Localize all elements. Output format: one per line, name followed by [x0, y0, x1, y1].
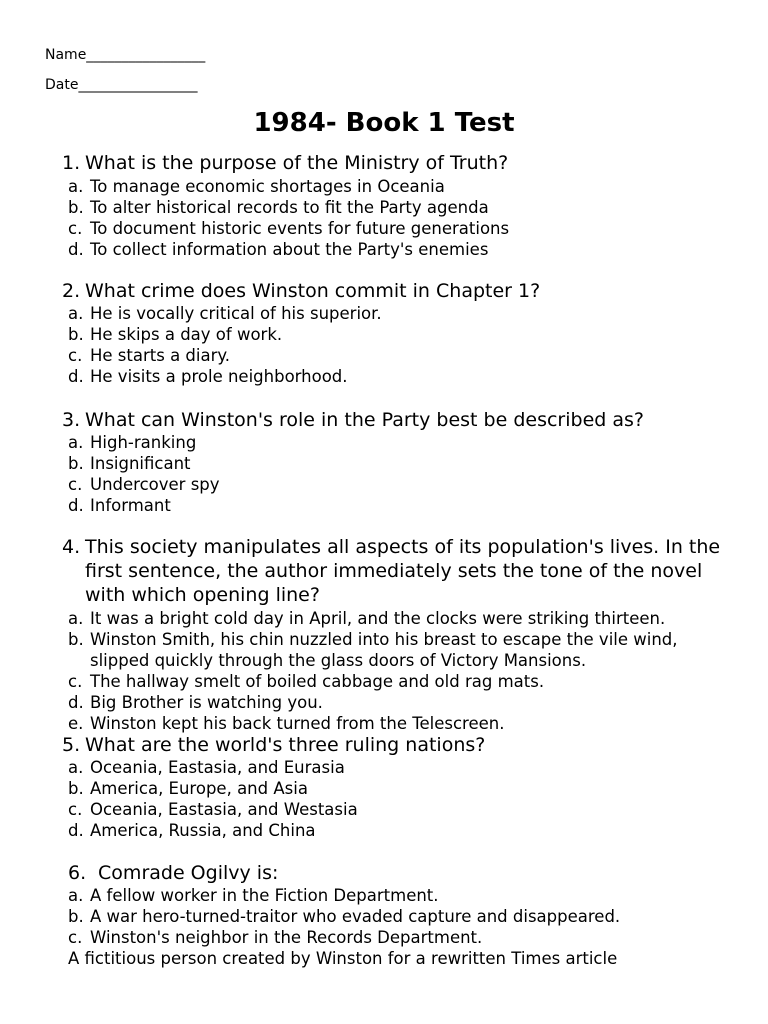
option-text: To manage economic shortages in Oceania — [90, 177, 445, 196]
option-text: Insignificant — [90, 454, 191, 473]
option-text: He is vocally critical of his superior. — [90, 304, 382, 323]
option-letter: b. — [68, 907, 84, 926]
question-text: What crime does Winston commit in Chapter 1? — [85, 280, 541, 302]
question-3 — [62, 408, 728, 432]
question-text: What can Winston's role in the Party best be described as? — [85, 409, 644, 431]
question-2 — [62, 279, 728, 303]
question-number: 1. — [62, 152, 81, 174]
answer-option[interactable] — [68, 366, 728, 387]
option-text: The hallway smelt of boiled cabbage and old rag mats. — [90, 672, 545, 691]
page-title: 1984- Book 1 Test — [253, 108, 515, 138]
option-text: High-ranking — [90, 433, 197, 452]
option-text: He skips a day of work. — [90, 325, 283, 344]
question-4 — [62, 535, 728, 607]
answer-option[interactable] — [68, 906, 728, 927]
answer-option[interactable] — [68, 799, 728, 820]
question-text: Comrade Ogilvy is: — [92, 862, 279, 884]
question-number: 5. — [62, 734, 81, 756]
option-letter: b. — [68, 454, 84, 473]
option-letter: b. — [68, 779, 84, 798]
answer-option[interactable] — [68, 303, 728, 324]
question-2-options — [68, 303, 728, 387]
answer-option[interactable] — [68, 757, 728, 778]
answer-option[interactable] — [68, 495, 728, 516]
option-text: A fellow worker in the Fiction Department. — [90, 886, 439, 905]
answer-option[interactable] — [68, 324, 728, 345]
question-number: 6. — [68, 862, 87, 884]
option-text: Undercover spy — [90, 475, 220, 494]
answer-option[interactable] — [68, 820, 728, 841]
option-letter: d. — [68, 240, 84, 259]
question-text: What is the purpose of the Ministry of Truth? — [85, 152, 509, 174]
answer-option[interactable] — [68, 432, 728, 453]
name-field[interactable]: Name_________________ — [45, 47, 206, 63]
question-number: 2. — [62, 280, 81, 302]
answer-option[interactable] — [68, 885, 728, 906]
answer-option[interactable] — [68, 778, 728, 799]
answer-option[interactable] — [68, 453, 728, 474]
answer-option[interactable] — [68, 713, 728, 734]
option-text: Informant — [90, 496, 171, 515]
option-letter: b. — [68, 325, 84, 344]
date-field[interactable]: Date_________________ — [45, 77, 198, 93]
question-3-options — [68, 432, 728, 516]
question-5-options — [68, 757, 728, 841]
option-letter: b. — [68, 198, 84, 217]
option-text: To document historic events for future generations — [90, 219, 510, 238]
question-5 — [62, 733, 728, 757]
option-text: America, Europe, and Asia — [90, 779, 308, 798]
option-letter: b. — [68, 630, 84, 649]
question-text: What are the world's three ruling nations? — [85, 734, 486, 756]
answer-option[interactable] — [68, 176, 728, 197]
option-letter: a. — [68, 609, 84, 628]
answer-option[interactable] — [68, 197, 728, 218]
answer-option[interactable] — [68, 671, 728, 692]
option-text: America, Russia, and China — [90, 821, 316, 840]
option-letter: c. — [68, 346, 83, 365]
option-text: Oceania, Eastasia, and Westasia — [90, 800, 358, 819]
option-text: Big Brother is watching you. — [90, 693, 323, 712]
option-letter: d. — [68, 367, 84, 386]
option-letter: d. — [68, 693, 84, 712]
option-text: Winston Smith, his chin nuzzled into his breast to escape the vile wind, slipped quickly through the glass doors of Victory Mansions. — [90, 630, 678, 670]
option-text: It was a bright cold day in April, and the clocks were striking thirteen. — [90, 609, 666, 628]
question-6 — [68, 861, 728, 885]
option-text: To alter historical records to fit the Party agenda — [90, 198, 489, 217]
option-letter: a. — [68, 433, 84, 452]
option-text: A war hero-turned-traitor who evaded capture and disappeared. — [90, 907, 621, 926]
answer-option-unlettered[interactable] — [68, 948, 728, 969]
option-text: A fictitious person created by Winston for a rewritten Times article — [68, 949, 618, 968]
option-text: Winston kept his back turned from the Telescreen. — [90, 714, 505, 733]
option-letter: a. — [68, 758, 84, 777]
question-4-options — [68, 608, 728, 734]
answer-option[interactable] — [68, 239, 728, 260]
answer-option[interactable] — [68, 608, 728, 629]
option-letter: c. — [68, 928, 83, 947]
option-letter: a. — [68, 304, 84, 323]
option-letter: c. — [68, 800, 83, 819]
option-letter: a. — [68, 177, 84, 196]
option-letter: c. — [68, 475, 83, 494]
answer-option[interactable] — [68, 345, 728, 366]
option-text: He starts a diary. — [90, 346, 231, 365]
answer-option[interactable] — [68, 692, 728, 713]
question-number: 4. — [62, 536, 81, 558]
option-letter: c. — [68, 219, 83, 238]
answer-option[interactable] — [68, 629, 728, 671]
option-text: Oceania, Eastasia, and Eurasia — [90, 758, 345, 777]
question-6-options — [68, 885, 728, 969]
option-text: To collect information about the Party's enemies — [90, 240, 489, 259]
option-text: He visits a prole neighborhood. — [90, 367, 348, 386]
question-1 — [62, 151, 728, 175]
option-letter: a. — [68, 886, 84, 905]
answer-option[interactable] — [68, 927, 728, 948]
question-1-options — [68, 176, 728, 260]
option-letter: d. — [68, 496, 84, 515]
option-letter: e. — [68, 714, 84, 733]
question-text: This society manipulates all aspects of its population's lives. In the first sentence, the author immediately sets the tone of the novel with which opening line? — [85, 536, 721, 606]
option-text: Winston's neighbor in the Records Department. — [90, 928, 483, 947]
option-letter: c. — [68, 672, 83, 691]
answer-option[interactable] — [68, 218, 728, 239]
answer-option[interactable] — [68, 474, 728, 495]
option-letter: d. — [68, 821, 84, 840]
question-number: 3. — [62, 409, 81, 431]
